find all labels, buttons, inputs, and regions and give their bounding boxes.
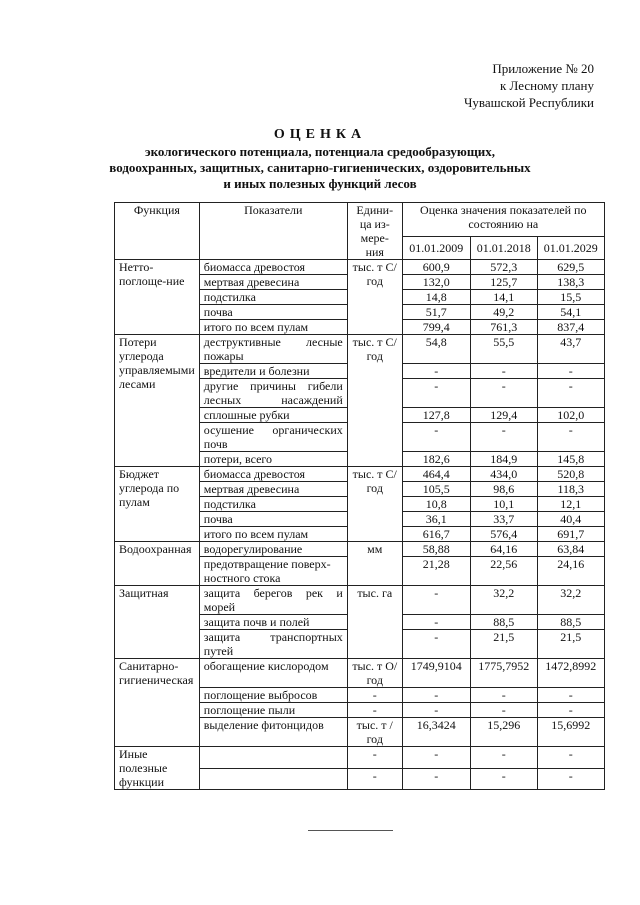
value-cell: 36,1: [402, 512, 470, 527]
indicator-cell: биомасса древостоя: [199, 467, 347, 482]
value-cell: 125,7: [470, 275, 537, 290]
value-cell: -: [402, 768, 470, 790]
value-cell: 88,5: [537, 615, 604, 630]
indicator-cell: мертвая древесина: [199, 275, 347, 290]
value-cell: 127,8: [402, 408, 470, 423]
indicator-cell: защита почв и полей: [199, 615, 347, 630]
value-cell: -: [470, 423, 537, 452]
indicator-cell: [199, 768, 347, 790]
value-cell: -: [470, 688, 537, 703]
indicator-cell: деструктивные лесные пожары: [199, 335, 347, 364]
unit-cell: мм: [347, 542, 402, 586]
function-cell: Нетто-поглоще-ние: [115, 260, 200, 335]
value-cell: -: [470, 703, 537, 718]
indicator-cell: защита берегов рек и морей: [199, 586, 347, 615]
value-cell: 761,3: [470, 320, 537, 335]
header-function: Функция: [115, 203, 200, 260]
value-cell: 64,16: [470, 542, 537, 557]
value-cell: 1472,8992: [537, 659, 604, 688]
value-cell: -: [402, 586, 470, 615]
value-cell: 24,16: [537, 557, 604, 586]
value-cell: 16,3424: [402, 718, 470, 747]
value-cell: 600,9: [402, 260, 470, 275]
value-cell: 21,5: [537, 630, 604, 659]
value-cell: -: [470, 379, 537, 408]
indicator-cell: защита транспортных путей: [199, 630, 347, 659]
value-cell: 33,7: [470, 512, 537, 527]
value-cell: 464,4: [402, 467, 470, 482]
value-cell: -: [537, 364, 604, 379]
indicator-cell: почва: [199, 305, 347, 320]
unit-cell: тыс. га: [347, 586, 402, 659]
indicator-cell: водорегулирование: [199, 542, 347, 557]
value-cell: 63,84: [537, 542, 604, 557]
header-assessment: Оценка значения показателей по состоянию на: [402, 203, 604, 237]
table-row: [115, 335, 605, 364]
function-cell: Защитная: [115, 586, 200, 659]
value-cell: 105,5: [402, 482, 470, 497]
value-cell: 145,8: [537, 452, 604, 467]
value-cell: 10,8: [402, 497, 470, 512]
unit-cell: тыс. т С/год: [347, 335, 402, 467]
header-indicators: Показатели: [199, 203, 347, 260]
value-cell: 22,56: [470, 557, 537, 586]
value-cell: 49,2: [470, 305, 537, 320]
value-cell: 54,1: [537, 305, 604, 320]
indicator-cell: поглощение пыли: [199, 703, 347, 718]
value-cell: -: [402, 379, 470, 408]
unit-cell: -: [347, 703, 402, 718]
indicator-cell: выделение фитонцидов: [199, 718, 347, 747]
value-cell: 21,28: [402, 557, 470, 586]
value-cell: -: [537, 747, 604, 769]
document-title: [0, 127, 640, 192]
value-cell: -: [537, 768, 604, 790]
indicator-cell: сплошные рубки: [199, 408, 347, 423]
appendix-line-2: к Лесному плану: [499, 78, 594, 93]
header-date-2018: 01.01.2018: [470, 237, 537, 260]
table-row: [115, 467, 605, 482]
indicator-cell: подстилка: [199, 290, 347, 305]
function-cell: Иные полезные функции: [115, 747, 200, 790]
function-cell: Потери углерода управляемыми лесами: [115, 335, 200, 467]
assessment-table: [114, 202, 605, 790]
value-cell: 51,7: [402, 305, 470, 320]
unit-cell: тыс. т О/год: [347, 659, 402, 688]
indicator-cell: предотвращение поверх-ностного стока: [199, 557, 347, 586]
value-cell: 118,3: [537, 482, 604, 497]
appendix-line-1: Приложение № 20: [492, 61, 594, 76]
unit-cell: -: [347, 688, 402, 703]
value-cell: -: [402, 615, 470, 630]
table-row: [115, 586, 605, 615]
indicator-cell: мертвая древесина: [199, 482, 347, 497]
value-cell: -: [537, 688, 604, 703]
value-cell: 40,4: [537, 512, 604, 527]
value-cell: -: [402, 688, 470, 703]
value-cell: 43,7: [537, 335, 604, 364]
indicator-cell: итого по всем пулам: [199, 527, 347, 542]
value-cell: 12,1: [537, 497, 604, 512]
indicator-cell: [199, 747, 347, 769]
indicator-cell: почва: [199, 512, 347, 527]
value-cell: 14,1: [470, 290, 537, 305]
value-cell: 88,5: [470, 615, 537, 630]
table-row: [115, 542, 605, 557]
value-cell: 576,4: [470, 527, 537, 542]
value-cell: 616,7: [402, 527, 470, 542]
value-cell: 1749,9104: [402, 659, 470, 688]
value-cell: 14,8: [402, 290, 470, 305]
indicator-cell: биомасса древостоя: [199, 260, 347, 275]
table-row: [115, 260, 605, 275]
indicator-cell: итого по всем пулам: [199, 320, 347, 335]
unit-cell: -: [347, 747, 402, 769]
title-heading: ОЦЕНКА: [273, 127, 367, 142]
title-line-3: и иных полезных функций лесов: [223, 176, 417, 191]
value-cell: 434,0: [470, 467, 537, 482]
value-cell: 182,6: [402, 452, 470, 467]
value-cell: 15,5: [537, 290, 604, 305]
value-cell: 691,7: [537, 527, 604, 542]
indicator-cell: обогащение кислородом: [199, 659, 347, 688]
function-cell: Водоохранная: [115, 542, 200, 586]
table-row: [115, 747, 605, 769]
value-cell: 98,6: [470, 482, 537, 497]
value-cell: 129,4: [470, 408, 537, 423]
value-cell: -: [402, 364, 470, 379]
value-cell: 32,2: [537, 586, 604, 615]
header-date-2009: 01.01.2009: [402, 237, 470, 260]
unit-cell: тыс. т /год: [347, 718, 402, 747]
value-cell: -: [537, 703, 604, 718]
unit-cell: тыс. т С/год: [347, 467, 402, 542]
appendix-line-3: Чувашской Республики: [463, 95, 594, 110]
table-row: [115, 659, 605, 688]
header-row: [115, 203, 605, 237]
title-line-2: водоохранных, защитных, санитарно-гигиенических, оздоровительных: [109, 160, 531, 175]
indicator-cell: потери, всего: [199, 452, 347, 467]
value-cell: 520,8: [537, 467, 604, 482]
value-cell: 54,8: [402, 335, 470, 364]
value-cell: 21,5: [470, 630, 537, 659]
indicator-cell: подстилка: [199, 497, 347, 512]
value-cell: 10,1: [470, 497, 537, 512]
header-date-2029: 01.01.2029: [537, 237, 604, 260]
appendix-note: [464, 60, 594, 111]
value-cell: 15,6992: [537, 718, 604, 747]
title-line-1: экологического потенциала, потенциала средообразующих,: [144, 144, 496, 159]
indicator-cell: вредители и болезни: [199, 364, 347, 379]
value-cell: -: [402, 423, 470, 452]
function-cell: Бюджет углерода по пулам: [115, 467, 200, 542]
indicator-cell: осушение органических почв: [199, 423, 347, 452]
value-cell: 1775,7952: [470, 659, 537, 688]
value-cell: -: [470, 747, 537, 769]
footer-divider: [308, 830, 393, 831]
value-cell: 15,296: [470, 718, 537, 747]
value-cell: 799,4: [402, 320, 470, 335]
value-cell: -: [402, 630, 470, 659]
value-cell: -: [402, 747, 470, 769]
value-cell: -: [402, 703, 470, 718]
value-cell: 629,5: [537, 260, 604, 275]
value-cell: 837,4: [537, 320, 604, 335]
value-cell: -: [537, 379, 604, 408]
function-cell: Санитарно-гигиеническая: [115, 659, 200, 747]
value-cell: 132,0: [402, 275, 470, 290]
header-unit: Едини-ца из-мере-ния: [347, 203, 402, 260]
value-cell: -: [470, 768, 537, 790]
value-cell: 55,5: [470, 335, 537, 364]
value-cell: 58,88: [402, 542, 470, 557]
unit-cell: -: [347, 768, 402, 790]
indicator-cell: поглощение выбросов: [199, 688, 347, 703]
indicator-cell: другие причины гибели лесных насаждений: [199, 379, 347, 408]
value-cell: 184,9: [470, 452, 537, 467]
value-cell: 138,3: [537, 275, 604, 290]
value-cell: -: [470, 364, 537, 379]
value-cell: -: [537, 423, 604, 452]
unit-cell: тыс. т С/год: [347, 260, 402, 335]
value-cell: 572,3: [470, 260, 537, 275]
value-cell: 102,0: [537, 408, 604, 423]
value-cell: 32,2: [470, 586, 537, 615]
